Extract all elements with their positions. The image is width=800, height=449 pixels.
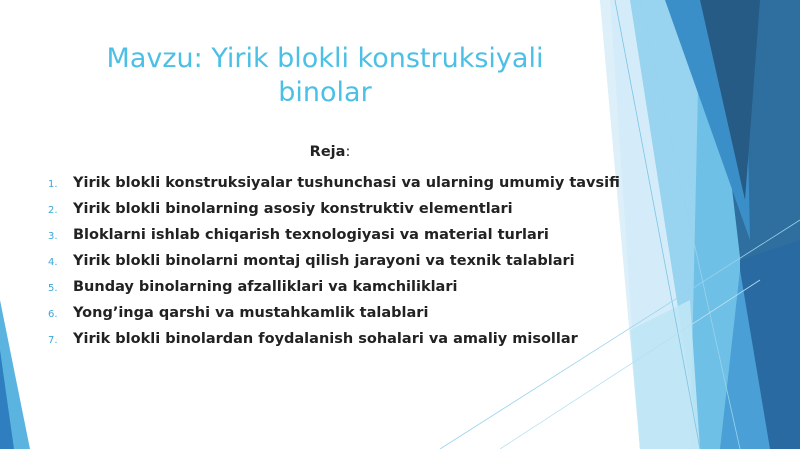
plan-item-text: Yirik blokli binolardan foydalanish sohalari va amaliy misollar	[73, 331, 578, 347]
slide-title: Mavzu: Yirik blokli konstruksiyali binolar	[106, 43, 544, 108]
plan-item	[48, 326, 608, 352]
plan-item-text: Yirik blokli binolarni montaj qilish jarayoni va texnik talablari	[73, 253, 575, 269]
plan-item	[48, 274, 608, 300]
plan-item	[48, 248, 608, 274]
plan-list	[48, 170, 620, 352]
plan-item-number: 5.	[48, 283, 58, 294]
plan-item-number: 4.	[48, 257, 58, 268]
plan-heading-label: Reja	[309, 144, 346, 160]
plan-item-text: Bloklarni ishlab chiqarish texnologiyasi va material turlari	[73, 227, 549, 243]
plan-item	[48, 222, 608, 248]
plan-heading-colon: :	[345, 144, 351, 160]
plan-item	[48, 170, 620, 196]
plan-item-number: 6.	[48, 309, 58, 320]
plan-item-number: 3.	[48, 231, 58, 242]
plan-item-number: 7.	[48, 335, 58, 346]
plan-item-number: 1.	[48, 179, 58, 190]
plan-item-text: Yong’inga qarshi va mustahkamlik talablari	[73, 305, 429, 321]
plan-item-text: Bunday binolarning afzalliklari va kamchiliklari	[73, 279, 458, 295]
plan-item-number: 2.	[48, 205, 58, 216]
plan-item-text: Yirik blokli binolarning asosiy konstruktiv elementlari	[73, 201, 513, 217]
plan-item	[48, 196, 608, 222]
plan-item	[48, 300, 608, 326]
plan-heading	[300, 144, 360, 160]
plan-item-text: Yirik blokli konstruksiyalar tushunchasi va ularning umumiy tavsifi	[73, 175, 620, 191]
